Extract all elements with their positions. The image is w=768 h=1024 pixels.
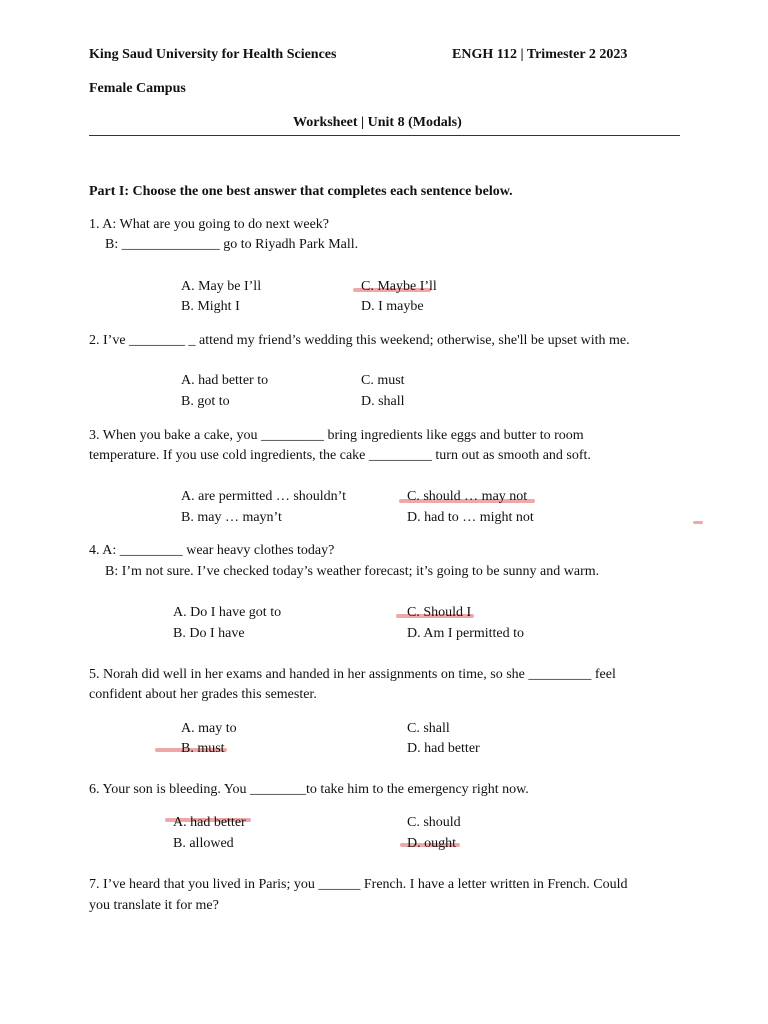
title-divider	[89, 135, 680, 136]
option-d[interactable]: D. shall	[361, 394, 405, 409]
option-a[interactable]: A. may to	[181, 721, 237, 736]
option-b[interactable]: B. Might I	[181, 299, 240, 314]
option-b[interactable]: B. Do I have	[173, 626, 245, 641]
option-d[interactable]: D. Am I permitted to	[407, 626, 525, 641]
worksheet-title: Worksheet | Unit 8 (Modals)	[293, 115, 462, 130]
option-c[interactable]: C. should … may not	[407, 489, 528, 504]
institution-name: King Saud University for Health Sciences	[89, 47, 337, 62]
question-text: 1. A: What are you going to do next week?	[89, 217, 330, 232]
option-d[interactable]: D. had better	[407, 741, 480, 756]
question-text: B: ______________ go to Riyadh Park Mall.	[105, 237, 359, 252]
option-a[interactable]: A. are permitted … shouldn’t	[181, 489, 346, 504]
option-d[interactable]: D. ought	[407, 836, 456, 851]
option-a[interactable]: A. had better	[173, 815, 246, 830]
question-text: 2. I’ve ________ _ attend my friend’s wedding this weekend; otherwise, she'll be upset with me.	[89, 333, 630, 348]
option-b[interactable]: B. may … mayn’t	[181, 510, 282, 525]
option-d[interactable]: D. I maybe	[361, 299, 424, 314]
option-c[interactable]: C. must	[361, 373, 405, 388]
question-text: 6. Your son is bleeding. You ________to take him to the emergency right now.	[89, 782, 529, 797]
question-text: 7. I’ve heard that you lived in Paris; you ______ French. I have a letter written in French. Could	[89, 877, 628, 892]
question-text: temperature. If you use cold ingredients, the cake _________ turn out as smooth and soft.	[89, 448, 591, 463]
campus-name: Female Campus	[89, 81, 186, 96]
option-c[interactable]: C. shall	[407, 721, 450, 736]
option-c[interactable]: C. Should I	[407, 605, 472, 620]
question-text: 3. When you bake a cake, you _________ bring ingredients like eggs and butter to room	[89, 428, 584, 443]
question-text: confident about her grades this semester.	[89, 687, 317, 702]
stray-mark	[693, 521, 703, 524]
option-a[interactable]: A. had better to	[181, 373, 269, 388]
question-text: 5. Norah did well in her exams and handed in her assignments on time, so she _________ feel	[89, 667, 616, 682]
option-b[interactable]: B. got to	[181, 394, 230, 409]
option-d[interactable]: D. had to … might not	[407, 510, 534, 525]
option-c[interactable]: C. should	[407, 815, 461, 830]
option-b[interactable]: B. must	[181, 741, 225, 756]
question-text: B: I’m not sure. I’ve checked today’s weather forecast; it’s going to be sunny and warm.	[105, 564, 600, 579]
option-c[interactable]: C. Maybe I’ll	[361, 279, 437, 294]
question-text: 4. A: _________ wear heavy clothes today?	[89, 543, 335, 558]
part-instruction: Part I: Choose the one best answer that completes each sentence below.	[89, 184, 513, 199]
course-info: ENGH 112 | Trimester 2 2023	[452, 47, 628, 62]
question-text: you translate it for me?	[89, 898, 219, 913]
option-a[interactable]: A. May be I’ll	[181, 279, 262, 294]
option-a[interactable]: A. Do I have got to	[173, 605, 282, 620]
option-b[interactable]: B. allowed	[173, 836, 234, 851]
